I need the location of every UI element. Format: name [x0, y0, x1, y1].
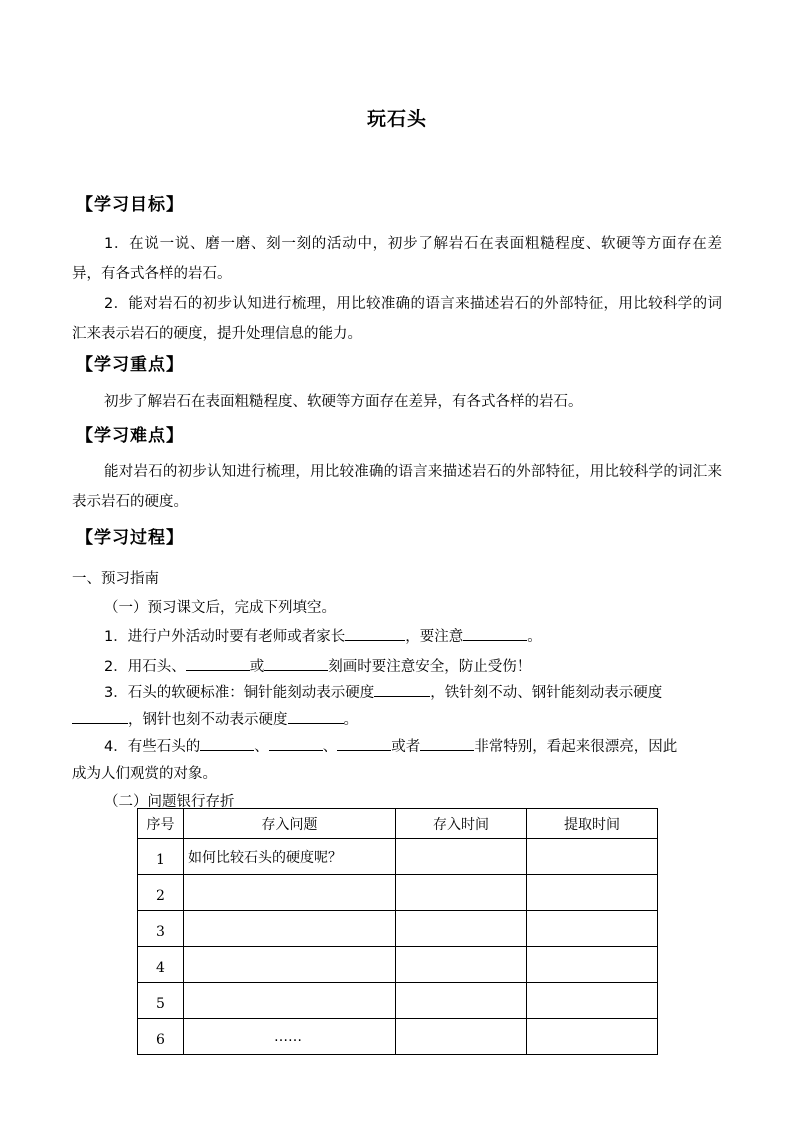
answer-blank[interactable]: [269, 736, 323, 751]
table-row: [138, 875, 658, 911]
q1-text-c: 。: [527, 629, 542, 645]
col-header-number: 序号: [138, 809, 184, 839]
q4-text-a: 4．有些石头的: [104, 739, 201, 755]
preview-sub2: （二）问题银行存折: [104, 794, 235, 810]
table-row: [138, 983, 658, 1019]
q2-text-a: 2．用石头、: [104, 659, 186, 675]
row-withdraw-time[interactable]: [527, 1019, 658, 1055]
fill-question-3-line-2: [72, 708, 722, 729]
goal-item-2: 2．能对岩石的初步认知进行梳理，用比较准确的语言来描述岩石的外部特征，用比较科学的词汇来表示岩石的硬度，提升处理信息的能力。: [72, 296, 722, 342]
answer-blank[interactable]: [72, 709, 128, 724]
table-row: [138, 911, 658, 947]
q3-text-b: ，铁针刻不动、钢针能刻动表示硬度: [430, 685, 663, 701]
row-question[interactable]: [184, 875, 396, 911]
row-withdraw-time[interactable]: [527, 983, 658, 1019]
key-text: 初步了解岩石在表面粗糙程度、软硬等方面存在差异，有各式各样的岩石。: [104, 394, 583, 410]
section-heading-difficulty: 【学习难点】: [76, 426, 184, 446]
goal-item-1: 1．在说一说、磨一磨、刻一刻的活动中，初步了解岩石在表面粗糙程度、软硬等方面存在差异，有各式各样的岩石。: [72, 236, 722, 282]
preview-heading: 一、预习指南: [72, 571, 159, 587]
table-row: [138, 839, 658, 875]
fill-question-4-line-1: [104, 735, 754, 756]
row-deposit-time[interactable]: [396, 983, 527, 1019]
table-row: [138, 947, 658, 983]
answer-blank[interactable]: [200, 736, 254, 751]
q2-text-c: 刻画时要注意安全，防止受伤！: [328, 659, 532, 675]
section-heading-process: 【学习过程】: [76, 528, 184, 548]
table-header-row: [138, 809, 658, 839]
row-number: 4: [138, 947, 184, 983]
fill-question-3-line-1: [104, 681, 754, 702]
fill-question-4-line-2: 成为人们观赏的对象。: [72, 766, 217, 782]
q2-text-b: 或: [249, 659, 265, 675]
row-question[interactable]: [184, 983, 396, 1019]
row-number: 5: [138, 983, 184, 1019]
answer-blank[interactable]: [264, 656, 328, 671]
section-heading-key: 【学习重点】: [76, 355, 184, 375]
col-header-question: 存入问题: [184, 809, 396, 839]
row-number: 3: [138, 911, 184, 947]
row-question[interactable]: 如何比较石头的硬度呢？: [184, 839, 396, 875]
col-header-deposit-time: 存入时间: [396, 809, 527, 839]
row-deposit-time[interactable]: [396, 875, 527, 911]
q4-text-c: 、: [322, 739, 338, 755]
row-number: 6: [138, 1019, 184, 1055]
row-number: 2: [138, 875, 184, 911]
answer-blank[interactable]: [345, 626, 405, 641]
row-withdraw-time[interactable]: [527, 875, 658, 911]
row-question[interactable]: ……: [184, 1019, 396, 1055]
answer-blank[interactable]: [374, 682, 430, 697]
row-question[interactable]: [184, 911, 396, 947]
q1-text-a: 1．进行户外活动时要有老师或者家长: [104, 629, 346, 645]
row-deposit-time[interactable]: [396, 839, 527, 875]
fill-question-2: [104, 655, 754, 676]
difficulty-text: 能对岩石的初步认知进行梳理，用比较准确的语言来描述岩石的外部特征，用比较科学的词汇来表示岩石的硬度。: [72, 464, 722, 510]
row-number: 1: [138, 839, 184, 875]
row-deposit-time[interactable]: [396, 1019, 527, 1055]
q4-text-d: 或者: [391, 739, 421, 755]
q3-text-d: 。: [343, 712, 358, 728]
fill-question-1: [104, 625, 754, 646]
preview-sub1: （一）预习课文后，完成下列填空。: [104, 600, 336, 616]
question-bank-table: [137, 808, 658, 1055]
answer-blank[interactable]: [420, 736, 474, 751]
col-header-withdraw-time: 提取时间: [527, 809, 658, 839]
answer-blank[interactable]: [463, 626, 527, 641]
page-title: 玩石头: [366, 108, 427, 130]
q4-text-e: 非常特别，看起来很漂亮，因此: [474, 739, 678, 755]
answer-blank[interactable]: [186, 656, 250, 671]
table-row: [138, 1019, 658, 1055]
row-deposit-time[interactable]: [396, 911, 527, 947]
q3-text-c: ，钢针也刻不动表示硬度: [128, 712, 288, 728]
row-withdraw-time[interactable]: [527, 839, 658, 875]
section-heading-goals: 【学习目标】: [76, 195, 184, 215]
q1-text-b: ，要注意: [405, 629, 464, 645]
row-question[interactable]: [184, 947, 396, 983]
answer-blank[interactable]: [337, 736, 391, 751]
q4-text-b: 、: [254, 739, 269, 755]
q3-text-a: 3．石头的软硬标准：铜针能刻动表示硬度: [104, 685, 375, 701]
row-deposit-time[interactable]: [396, 947, 527, 983]
answer-blank[interactable]: [288, 709, 344, 724]
row-withdraw-time[interactable]: [527, 911, 658, 947]
row-withdraw-time[interactable]: [527, 947, 658, 983]
